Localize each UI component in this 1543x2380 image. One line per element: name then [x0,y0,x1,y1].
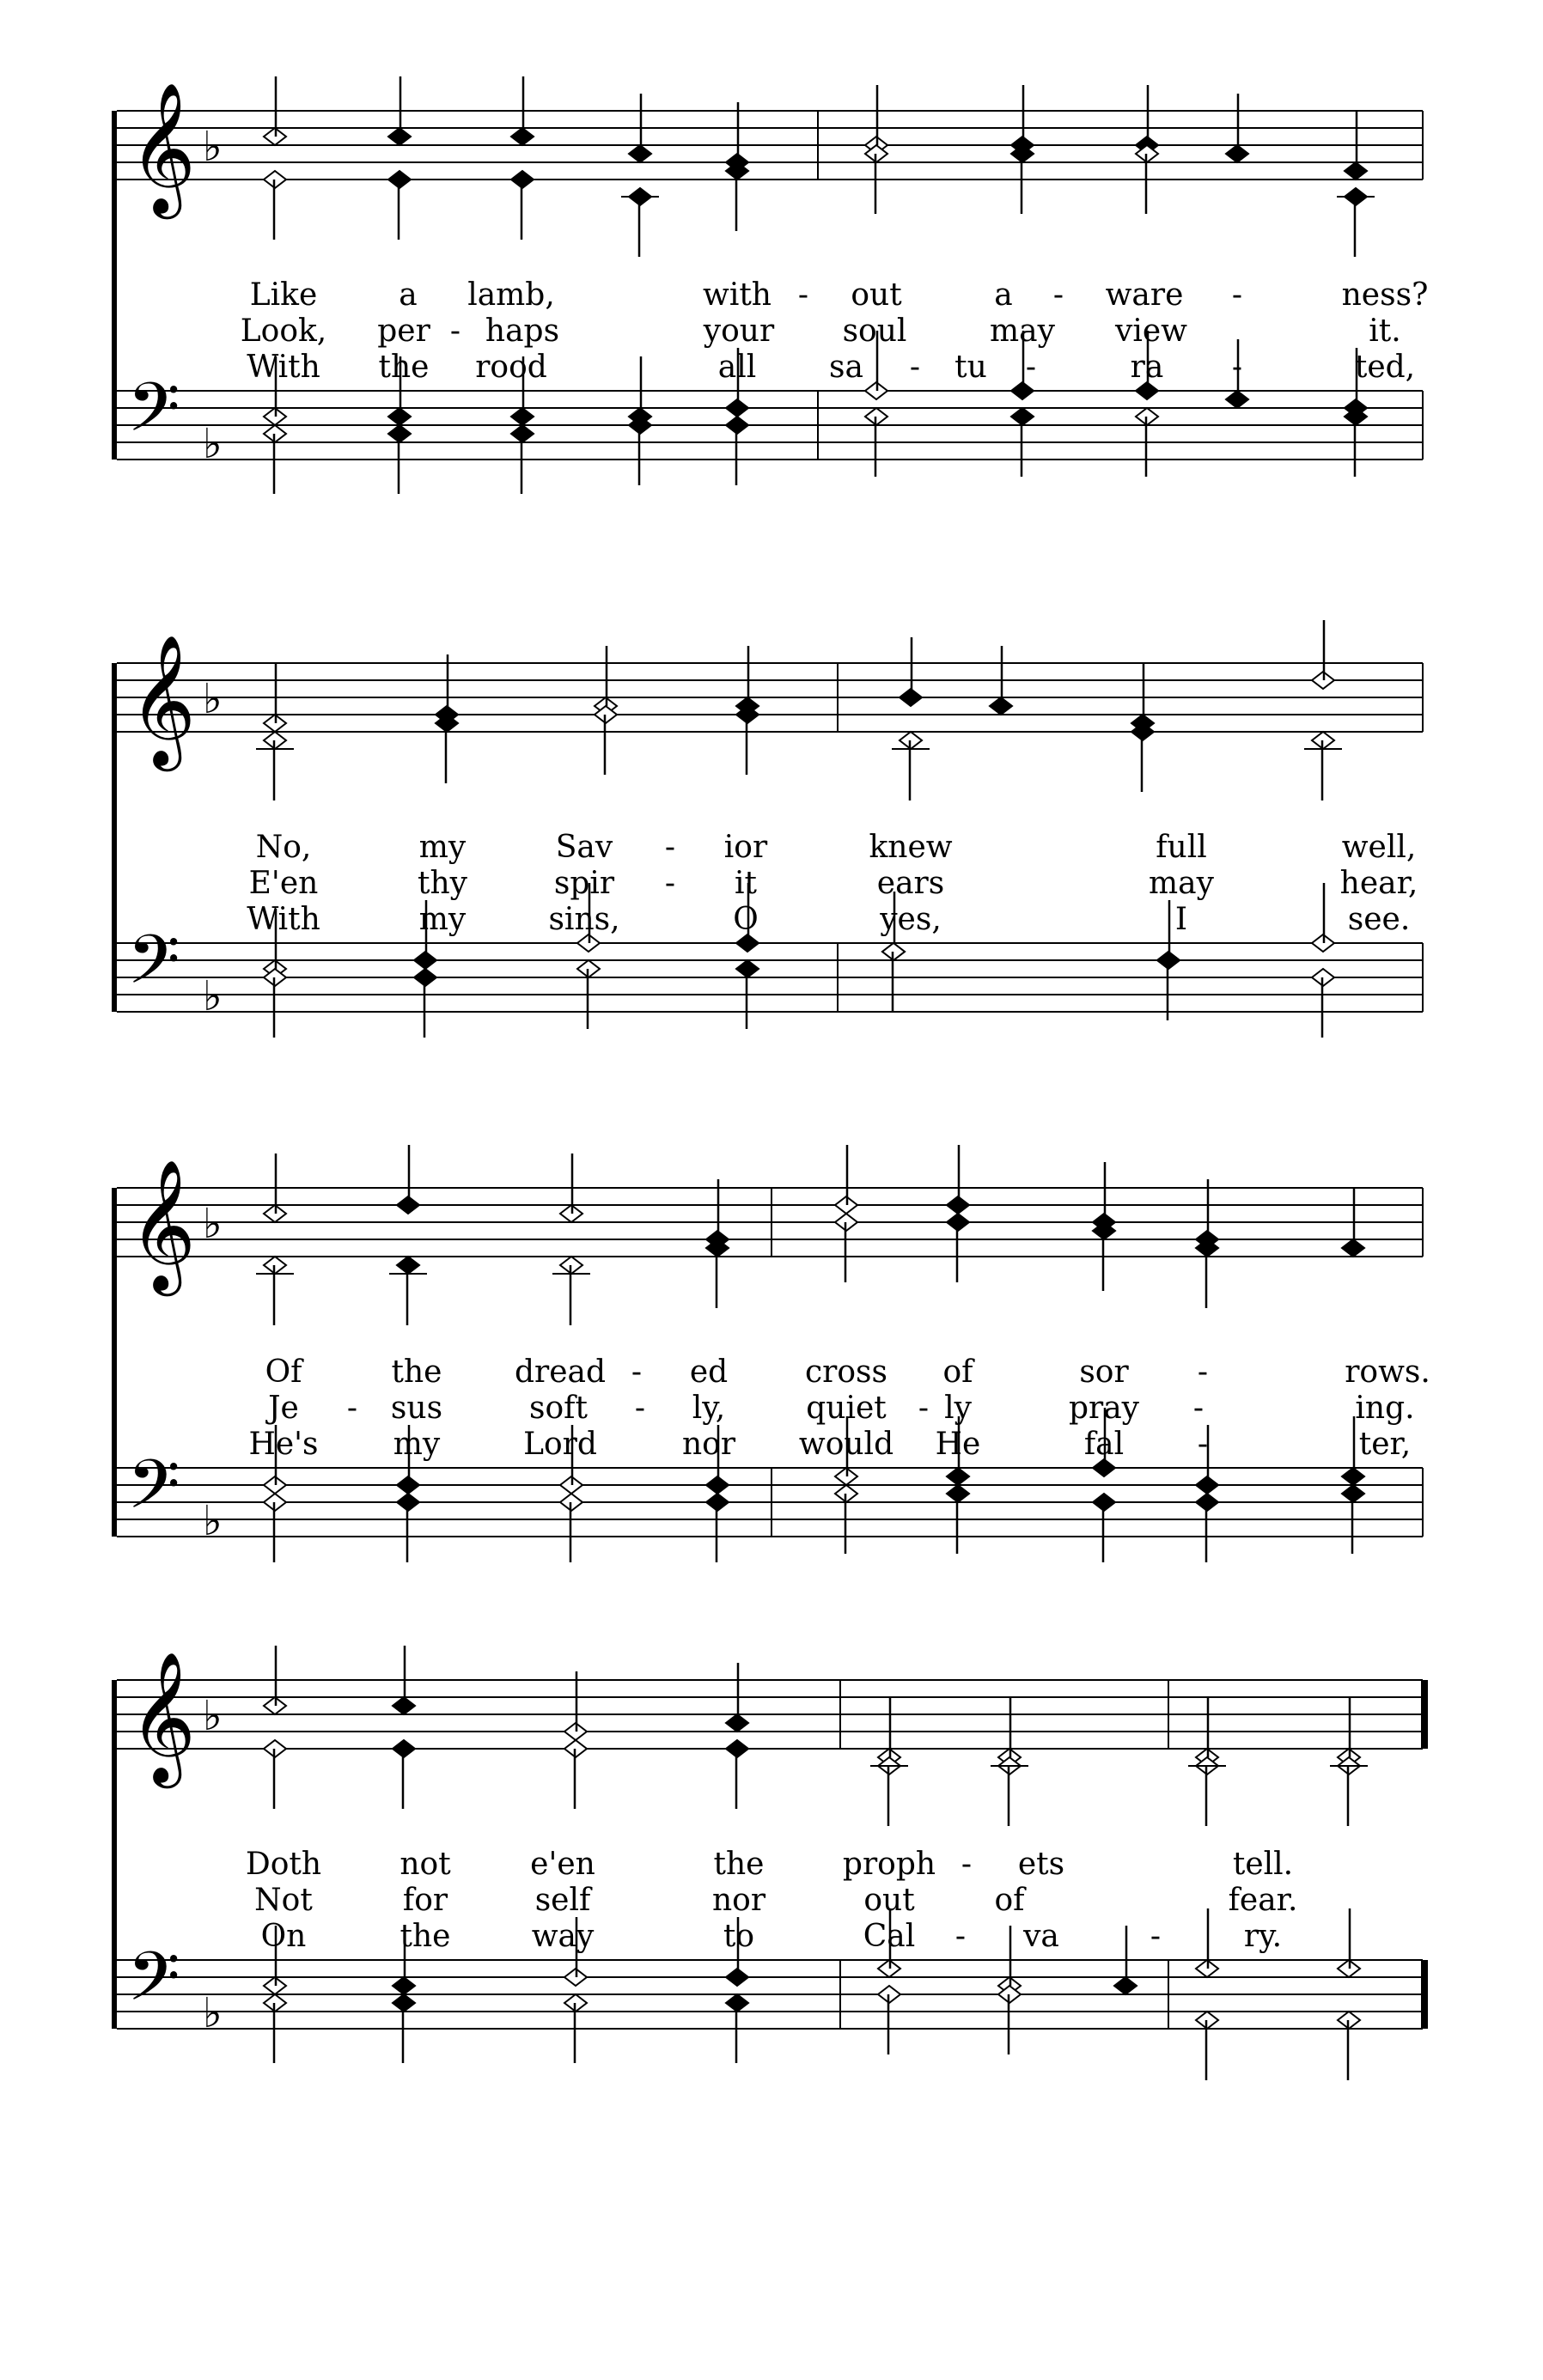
treble-clef-icon: 𝄞 [129,634,197,766]
lyric-syllable: ly, [692,1391,726,1426]
half-note [1196,2012,1218,2080]
flat-key-signature-icon: ♭ [203,1692,223,1740]
bass-notes-system-1 [264,331,1367,494]
half-note [264,1494,286,1562]
flat-key-signature-icon: ♭ [203,420,223,468]
lyric-syllable: of [994,1883,1025,1918]
lyric-syllable: full [1156,830,1207,865]
half-note [998,1986,1021,2054]
lyric-hyphen: - [346,1391,358,1426]
lyric-syllable: I [1174,902,1188,937]
lyric-syllable: not [399,1847,451,1882]
lyric-syllable: He [935,1427,981,1462]
quarter-note [706,1179,729,1248]
lyric-hyphen: - [797,277,809,313]
flat-key-signature-icon: ♭ [203,123,223,171]
half-note [595,706,617,775]
lyric-syllable: fal [1083,1427,1125,1462]
quarter-note [706,1494,729,1562]
half-note [552,1257,590,1325]
lyric-syllable: your [703,313,775,349]
lyric-syllable: He's [248,1427,319,1462]
quarter-note [393,1740,415,1809]
quarter-note [1136,85,1158,154]
lyric-syllable: ior [723,830,768,865]
half-note [878,1986,900,2054]
bass-clef-icon: 𝄢 [127,1445,180,1541]
lyric-syllable: all [717,350,757,385]
lyric-syllable: my [393,1427,441,1462]
lyric-syllable: fear. [1228,1883,1298,1918]
treble-staff-2 [117,663,1423,732]
lyric-syllable: the [378,350,430,385]
bass-clef-icon: 𝄢 [127,1937,180,2033]
system-bracket [112,111,117,460]
half-note [1304,732,1342,800]
quarter-note [397,1494,419,1562]
lyric-syllable: lamb, [467,277,555,313]
half-note [264,1740,286,1809]
treble-clef-icon: 𝄞 [129,1651,197,1783]
quarter-note [706,1239,729,1308]
lyric-syllable: ets [1017,1847,1065,1882]
lyric-syllable: thy [418,866,467,901]
lyric-syllable: sor [1079,1354,1129,1390]
lyric-syllable: soft [529,1391,588,1426]
lyric-hyphen: - [1231,350,1243,385]
lyric-syllable: spir [553,866,615,901]
lyric-syllable: Lord [523,1427,597,1462]
quarter-note [726,102,748,171]
half-note [865,85,887,154]
lyric-syllable: see. [1347,902,1411,937]
lyric-hyphen: - [909,350,921,385]
quarter-note [436,715,458,783]
system-bracket [112,663,117,1012]
lyric-hyphen: - [664,866,676,901]
lyric-syllable: haps [485,313,560,349]
system-bracket [112,1680,117,2029]
lyric-syllable: hear, [1339,866,1418,901]
final-barline [1421,1680,1428,1749]
lyric-syllable: ing. [1355,1391,1415,1426]
lyric-syllable: proph [842,1847,936,1882]
lyric-syllable: knew [869,830,953,865]
half-note [1330,1757,1368,1826]
treble-notes-system-1 [264,76,1375,257]
half-note [1312,883,1334,952]
lyric-syllable: ears [876,866,945,901]
half-note [256,732,294,800]
half-note [264,171,286,240]
lyric-hyphen: - [1197,1427,1209,1462]
lyric-hyphen: - [1197,1354,1209,1390]
half-note [264,969,286,1038]
lyric-syllable: with [703,277,772,313]
lyric-hyphen: - [961,1847,973,1882]
flat-key-signature-icon: ♭ [203,972,223,1020]
treble-notes-system-4 [264,1646,1368,1826]
quarter-note [436,654,458,723]
lyric-syllable: for [402,1883,448,1918]
half-note [564,1740,587,1809]
lyric-syllable: soul [842,313,907,349]
system-bracket [112,1188,117,1537]
half-note [991,1757,1028,1826]
quarter-note [726,1740,748,1809]
lyric-syllable: my [418,902,467,937]
lyric-syllable: per [377,313,430,349]
quarter-note [1131,723,1154,792]
half-note [1312,620,1334,689]
lyric-syllable: cross [805,1354,887,1390]
lyric-syllable: view [1115,313,1187,349]
lyric-syllable: a [399,277,418,313]
lyric-syllable: it. [1369,313,1401,349]
quarter-note [736,706,759,775]
lyric-syllable: dread [514,1354,607,1390]
quarter-note [511,171,534,240]
lyric-syllable: e'en [530,1847,595,1882]
lyric-syllable: my [418,830,467,865]
lyric-syllable: tell. [1232,1847,1294,1882]
quarter-note [1196,1494,1218,1562]
lyric-syllable: it [735,866,757,901]
lyric-hyphen: - [1025,350,1037,385]
half-note [564,1671,587,1740]
lyric-syllable: may [990,313,1055,349]
bass-clef-icon: 𝄢 [127,368,180,464]
lyric-syllable: rows. [1345,1354,1430,1390]
lyric-syllable: the [399,1919,451,1954]
bass-staff-3 [117,1468,1423,1537]
quarter-note [947,1145,969,1214]
half-note [870,1757,908,1826]
quarter-note [1093,1494,1115,1562]
half-note [892,732,930,800]
lyric-syllable: With [247,350,320,385]
lyric-hyphen: - [631,1354,643,1390]
lyric-syllable: ly [944,1391,972,1426]
flat-key-signature-icon: ♭ [203,1200,223,1248]
treble-staff-1 [117,111,1423,180]
quarter-note [389,1257,427,1325]
half-note [1196,1908,1218,1977]
lyric-syllable: ra [1130,350,1164,385]
half-note [835,1145,857,1214]
flat-key-signature-icon: ♭ [203,675,223,723]
treble-staff-3 [117,1188,1423,1257]
lyric-syllable: out [851,277,902,313]
lyric-syllable: Je [268,1391,299,1426]
quarter-note [1337,188,1375,257]
half-note [1338,1908,1360,1977]
bass-staff-2 [117,943,1423,1012]
quarter-note [629,417,651,485]
lyric-syllable: Doth [245,1847,322,1882]
flat-key-signature-icon: ♭ [203,1989,223,2037]
lyric-hyphen: - [634,1391,646,1426]
lyric-syllable: of [942,1354,973,1390]
lyric-syllable: sus [390,1391,443,1426]
quarter-note [900,637,922,706]
final-barline [1421,1960,1428,2029]
lyric-syllable: ed [689,1354,729,1390]
lyric-syllable: Not [254,1883,313,1918]
lyric-syllable: a [994,277,1013,313]
lyric-syllable: ness? [1341,277,1429,313]
treble-notes-system-3 [256,1145,1364,1325]
lyric-hyphen: - [664,830,676,865]
lyric-syllable: out [863,1883,915,1918]
lyric-syllable: Look, [240,313,327,349]
lyric-syllable: pray [1068,1391,1140,1426]
treble-staff-4 [117,1680,1423,1749]
lyric-syllable: the [391,1354,442,1390]
half-note [1188,1757,1226,1826]
lyric-syllable: self [534,1883,591,1918]
treble-clef-icon: 𝄞 [129,82,197,214]
lyric-syllable: sa [829,350,863,385]
lyric-hyphen: - [449,313,461,349]
bass-staff-4 [117,1960,1423,2029]
lyric-syllable: would [798,1427,894,1462]
lyric-hyphen: - [1231,277,1243,313]
lyric-syllable: Like [249,277,318,313]
lyric-syllable: With [247,902,320,937]
lyric-syllable: ware [1105,277,1184,313]
lyric-syllable: quiet [806,1391,887,1426]
flat-key-signature-icon: ♭ [203,1497,223,1545]
treble-notes-system-2 [256,620,1342,800]
lyric-syllable: ted, [1354,350,1416,385]
lyric-hyphen: - [1192,1391,1205,1426]
half-note [835,1214,857,1282]
half-note [256,1257,294,1325]
lyric-syllable: way [531,1919,595,1954]
lyric-hyphen: - [954,1919,967,1954]
quarter-note [414,969,436,1038]
half-note [1312,969,1334,1038]
lyric-syllable: sins, [548,902,620,937]
quarter-note [1093,1162,1115,1231]
lyric-hyphen: - [1052,277,1064,313]
bass-clef-icon: 𝄢 [127,920,180,1016]
lyric-syllable: rood [475,350,547,385]
quarter-note [1011,85,1034,154]
half-note [1338,2012,1360,2080]
lyric-syllable: nor [681,1427,736,1462]
lyric-syllable: No, [255,830,312,865]
lyric-syllable: Of [265,1354,302,1390]
lyrics-layer [241,277,1430,1954]
quarter-note [1196,1239,1218,1308]
treble-clef-icon: 𝄞 [129,1159,197,1291]
lyric-hyphen: - [1150,1919,1162,1954]
lyric-syllable: the [713,1847,765,1882]
lyric-syllable: E'en [248,866,319,901]
quarter-note [1157,952,1180,1020]
lyric-syllable: Cal [863,1919,916,1954]
lyric-syllable: yes, [880,902,942,937]
quarter-note [1196,1179,1218,1248]
lyric-syllable: On [260,1919,307,1954]
quarter-note [726,417,748,485]
quarter-note [947,1214,969,1282]
half-note [560,1494,582,1562]
quarter-note [397,1145,419,1214]
lyric-syllable: Sav [555,830,613,865]
lyric-syllable: nor [711,1883,766,1918]
quarter-note [726,162,748,231]
lyric-syllable: well, [1341,830,1417,865]
lyric-syllable: to [723,1919,755,1954]
lyric-syllable: tu [954,350,987,385]
lyric-syllable: ry. [1243,1919,1283,1954]
quarter-note [621,188,659,257]
lyric-syllable: va [1023,1919,1059,1954]
lyric-syllable: O [733,902,759,937]
lyric-hyphen: - [918,1391,930,1426]
lyric-syllable: ter, [1358,1427,1412,1462]
lyric-syllable: may [1149,866,1214,901]
quarter-note [388,171,411,240]
